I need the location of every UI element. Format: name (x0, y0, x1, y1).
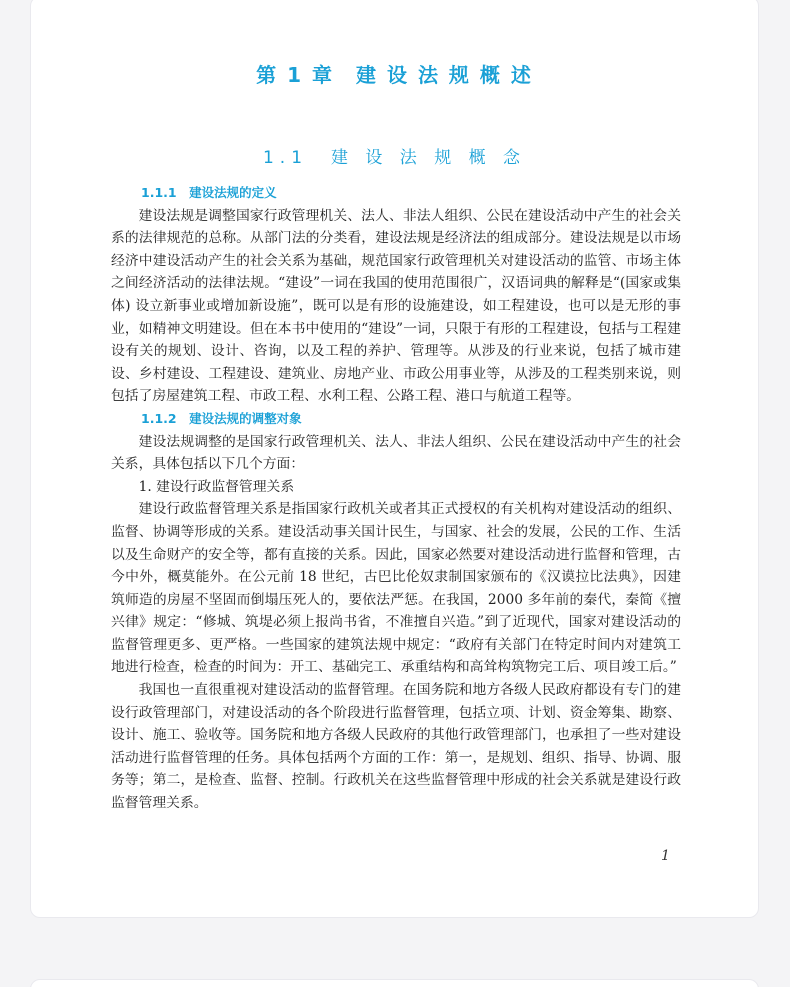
document-page (30, 0, 759, 918)
list-item-heading: 1. 建设行政监督管理关系 (138, 478, 295, 495)
page-number: 1 (661, 848, 670, 864)
section-title: 1.1 建 设 法 规 概 念 (262, 148, 527, 168)
paragraph-supervision: 建设行政监督管理关系是指国家行政机关或者其正式授权的有关机构对建设活动的组织、监督、协调等形成的关系。建设活动事关国计民生，与国家、社会的发展，公民的工作、生活以及生命财产的安全等，都有直接的关系。因此，国家必然要对建设活动进行监督和管理，古今中外，概莫能外。在公元前 18 世纪，古巴比伦奴隶制国家颁布的《汉谟拉比法典》，因建筑师造的房屋不坚固而倒塌压死人的，要依法严惩。在我国，2000 多年前的秦代，秦简《擅兴律》规定：“修城、筑堤必须上报尚书省，不准擅自兴造。”到了近现代，国家对建设活动的监督管理更多、更严格。一些国家的建筑法规中规定：“政府有关部门在特定时间内对建筑工地进行检查，检查的时间为：开工、基础完工、承重结构和高耸构筑物完工后、项目竣工后。” (111, 501, 681, 676)
paragraph-scope-intro: 建设法规调整的是国家行政管理机关、法人、非法人组织、公民在建设活动中产生的社会关系，具体包括以下几个方面： (111, 433, 681, 473)
subsection-heading-scope: 1.1.2 建设法规的调整对象 (141, 410, 302, 426)
subsection-heading-definition: 1.1.1 建设法规的定义 (141, 185, 277, 200)
page-content (111, 182, 681, 815)
paragraph-china-supervision: 我国也一直很重视对建设活动的监督管理。在国务院和地方各级人民政府都设有专门的建设行政管理部门，对建设活动的各个阶段进行监督管理，包括立项、计划、资金筹集、勘察、设计、施工、验收等。国务院和地方各级人民政府的其他行政管理部门，也承担了一些对建设活动进行监督管理的任务。具体包括两个方面的工作：第一，是规划、组织、指导、协调、服务等；第二，是检查、监督、控制。行政机关在这些监督管理中形成的社会关系就是建设行政监督管理关系。 (111, 682, 681, 812)
chapter-title: 第 1 章 建 设 法 规 概 述 (256, 63, 533, 87)
paragraph-definition: 建设法规是调整国家行政管理机关、法人、非法人组织、公民在建设活动中产生的社会关系的法律规范的总称。从部门法的分类看，建设法规是经济法的组成部分。建设法规是以市场经济中建设活动产生的社会关系为基础，规范国家行政管理机关对建设活动的监管、市场主体之间经济活动的法律法规。“建设”一词在我国的使用范围很广，汉语词典的解释是“(国家或集体) 设立新事业或增加新设施”，既可以是有形的设施建设，如工程建设，也可以是无形的事业，如精神文明建设。但在本书中使用的“建设”一词，只限于有形的工程建设，包括与工程建设有关的规划、设计、咨询，以及工程的养护、管理等。从涉及的行业来说，包括了城市建设、乡村建设、工程建设、建筑业、房地产业、市政公用事业等，从涉及的工程类别来说，则包括了房屋建筑工程、市政工程、水利工程、公路工程、港口与航道工程等。 (111, 207, 681, 405)
next-page-edge (30, 979, 759, 987)
